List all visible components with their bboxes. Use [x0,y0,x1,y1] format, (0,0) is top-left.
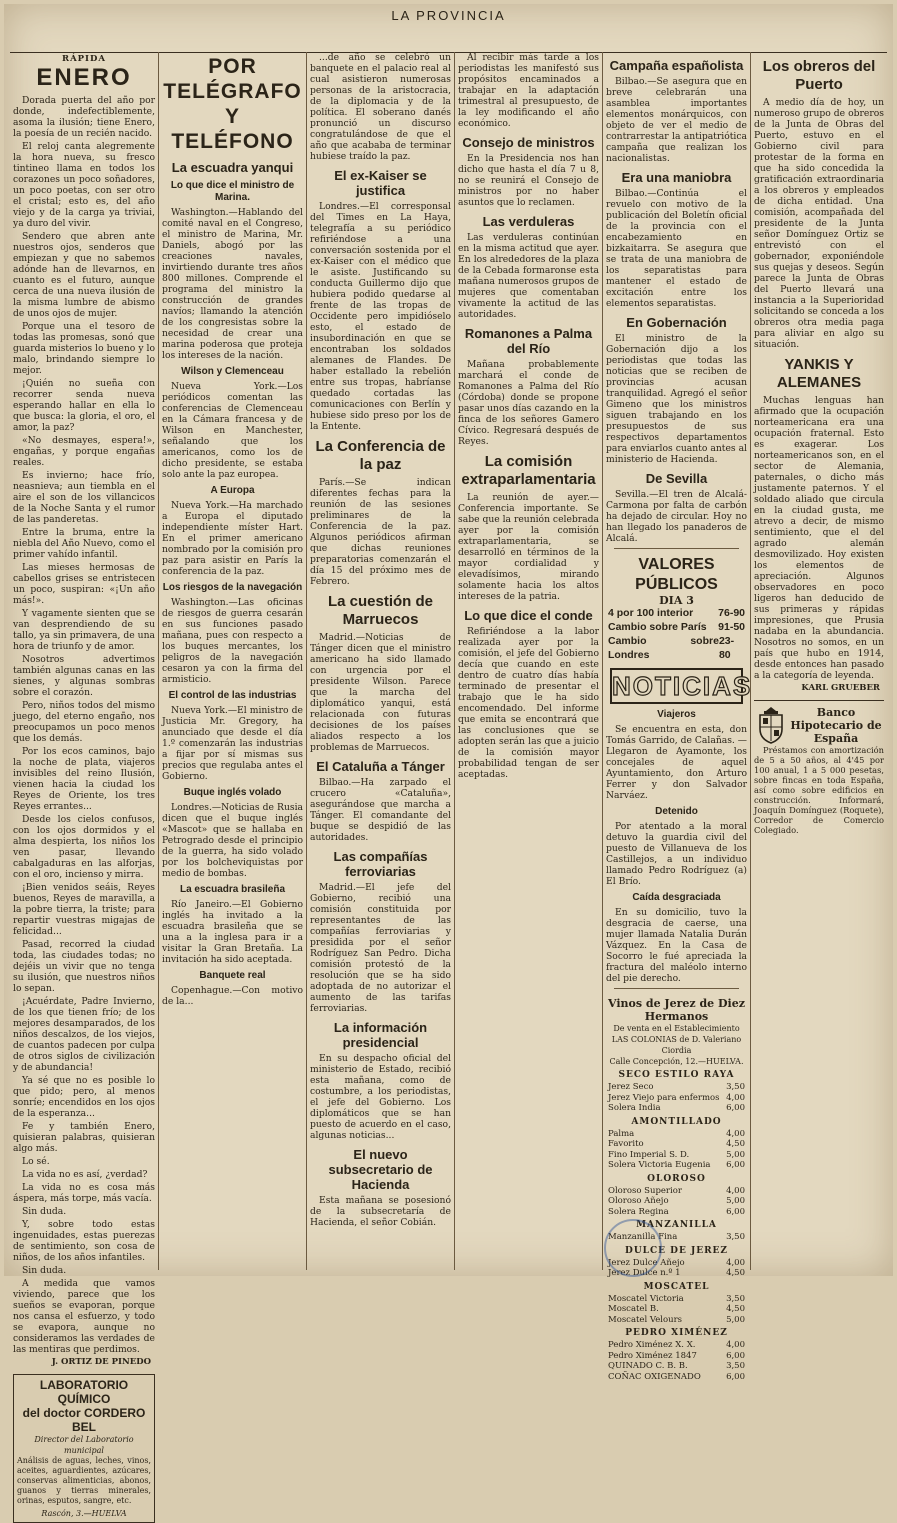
wine-price: 4,00 [726,1257,745,1268]
section-text: En la Presidencia nos han dicho que hasta el día 7 u 8, no se reunirá el Consejo de ministros por no haber asuntos que lo reclamen. [458,153,599,208]
article-paragraph: Y vagamente sienten que se van desprendiendo de su tallo, ya sin primavera, de una hora de triunfo y de amor. [13,608,155,652]
noticia-title: Viajeros [657,709,696,720]
article-paragraph: La vida no es así, ¿verdad? [22,1169,148,1180]
divider [614,548,739,549]
noticia-title: Caída desgraciada [632,892,721,903]
section-title: Los riesgos de la navegación [162,582,303,593]
article-paragraph: Dorada puerta del año por donde, indefectiblemente, asoma la ilusión; tiene Enero, la poesía de un recién nacido. [13,95,155,139]
article-paragraph: Por los ecos caminos, bajo la noche de plata, viajeros invisibles del reino Ilusión, vienen hacia la ciudad los Reyes de Oriente, los tres Reyes errantes... [13,746,155,812]
wine-label: Jerez Seco [608,1082,654,1092]
coat-of-arms-icon [754,705,788,745]
wine-price: 5,00 [726,1314,745,1325]
ad-subtitle: del doctor CORDERO BEL [22,1406,146,1434]
noticia-text: En su domicilio, tuvo la desgracia de caerse, una mujer llamada Natalia Durán Vázquez. En la Casa de Socorro le fué apreciada la fractura del maléolo interno del pie derecho. [606,907,747,984]
wine-category: OLOROSO [647,1173,706,1184]
news-sections-3 [310,52,451,1228]
ad-line: Director del Laboratorio municipal [34,1435,134,1455]
valores-value: 76-90 [718,607,745,619]
wine-item [606,1082,747,1093]
section-title: En Gobernación [626,315,727,330]
wine-price: 6,00 [726,1350,745,1361]
article-paragraph: Fe y también Enero, quisieran palabras, quisieran algo más. [13,1121,155,1154]
article-paragraph: ¡Bien venidos seáis, Reyes buenos, Reyes de maravilla, a la pobre tierra, la triste; para repartir vuestras migajas de felicidad... [13,882,155,937]
ad-body: Análisis de aguas, leches, vinos, aceites, aguardientes, azúcares, conservas alimenticias, abonos, guanos y tierras minerales, orinas, esputos, sangre, etc. [17,1456,151,1505]
wine-price: 6,00 [726,1160,745,1170]
newspaper-page [4,4,893,1518]
valores-day: DIA 3 [659,594,694,607]
wine-price: 3,50 [726,1361,745,1371]
wine-label: Solera Regina [608,1206,669,1217]
wine-label: Moscatel Velours [608,1314,683,1325]
bank-header [754,705,884,745]
wine-ad-address: Calle Concepción, 12.—HUELVA. [609,1057,744,1066]
article-paragraph: Entre la bruma, entre la niebla del Año Nuevo, como el primer vahído infantil. [13,527,155,560]
section-text: ...de año se celebró un banquete en el palacio real al cual asistieron numerosas personas de la aristocracia, de la diplomacia y de la política. El soberano danés pronunció un discurso congratulándose de que el año que acababa de terminar hubiese traído la paz. [310,52,451,162]
section-title: YANKIS Y ALEMANES [776,356,862,391]
valores-value: 23-80 [718,635,735,661]
section-title: Era una maniobra [621,170,732,185]
paper-name: LA PROVINCIA [391,8,506,23]
wine-price: 4,50 [726,1268,745,1278]
noticia-text: Se encuentra en esta, don Tomás Garrido, de Calañas. —Llegaron de Ayamonte, los concejales de aquel Ayuntamiento, don Arturo Ferrer y don Salvador Narváez. [606,724,747,801]
wine-category: MANZANILLA [636,1220,717,1230]
wine-item [606,1139,747,1150]
wine-label: Moscatel B. [608,1304,659,1314]
wine-label: Jerez Viejo para enfermos [608,1092,720,1103]
section-title: El control de las industrias [168,690,297,701]
wine-label: Pedro Ximénez 1847 [608,1350,697,1361]
wine-item [606,1186,747,1197]
wine-label: QUINADO C. B. B. [608,1361,688,1371]
wine-price: 4,50 [726,1304,745,1314]
section-title: Los obreros del Puerto [762,58,876,93]
wine-label: Pedro Ximénez X. X. [608,1340,696,1350]
wine-category: SECO ESTILO RAYA [618,1070,735,1080]
section-title: Buque inglés volado [183,787,282,798]
wine-ad-title: Vinos de Jerez de Diez Hermanos [608,997,745,1023]
wine-price: 3,50 [726,1082,745,1092]
laboratory-ad [13,1374,155,1523]
wine-label: Jerez Dulce Añejo [608,1257,685,1268]
section-title: El ex-Kaiser se justifica [334,168,427,198]
section-title: Wilson y Clemenceau [181,366,284,377]
column-5 [602,52,753,1382]
section-subtitle: Lo que dice el ministro de Marina. [170,180,295,203]
wine-price: 5,00 [726,1196,745,1206]
telegraph-header [162,54,303,154]
bank-ad [754,700,884,835]
section-title: A Europa [210,485,255,496]
wine-item [606,1160,747,1171]
wine-label: Favorito [608,1139,644,1149]
section-text: Nueva York.—Los periódicos comentan las conferencias de Clemenceau en la Cámara francesa y de Wilson en Manchester, señalando que los americanos, como los de dicho presidente, se estaba solo ante la paz europea. [162,381,303,480]
article-paragraph: «No desmayes, espera!», engañas, y porque engañas reales. [13,435,155,468]
wine-label: Solera Victoria Eugenia [608,1160,711,1170]
wine-label: Solera India [608,1103,661,1113]
section-text: Nueva York.—Ha marchado a Europa el diputado independiente míster Hart. En el primer americano nombrado por la comisión pro paz para asistir en París la conferencia de la paz. [162,500,303,577]
divider [614,988,739,989]
section-text: Refiriéndose a la labor realizada ayer por la comisión, el jefe del Gobierno decía que cuando en este dentro de cuatro días había terminado de presentar el trabajo que le ha sido encomendado. Del informe que emita se encontrará que las conclusiones que se adopten serán las que a juicio de la comisión mayor probabilidad tengan de ser aceptadas. [458,626,599,780]
wine-item [606,1196,747,1207]
wine-label: Palma [608,1128,635,1139]
article-paragraph: ¡Quién no sueña con recorrer senda nueva esperando hallar en ella lo que busca: la gloria, el oro, el amor, la paz? [13,378,155,433]
section-text: Londres.—Noticias de Rusia dicen que el buque inglés «Mascot» que se hallaba en Petrogrado desde el principio de la guerra, ha sido volado por los bolcheviquistas por medio de bombas. [162,802,303,879]
section-text: Madrid.—El jefe del Gobierno, recibió una comisión constituida por representantes de las compañías ferroviarias y presidida por el señor Rodríguez San Pedro. Dicha comisión protestó de la resolución que se ha sido adoptada de no autorizar el aumento de las tarifas ferroviarias. [310,882,451,1014]
section-title: Campaña españolista [609,58,744,73]
section-text: La reunión de ayer.—Conferencia importante. Se sabe que la reunión celebrada ayer por la comisión extraparlamentaria, se desarrolló en términos de la mayor cordialidad y elevadísimos, mirando solamente hacia los altos intereses de la patria. [458,492,599,602]
wine-price: 4,00 [726,1340,745,1350]
wine-label: Jerez Dulce n.º 1 [608,1268,681,1278]
column-3 [306,52,454,1270]
section-text: París.—Se indican diferentes fechas para la reunión de las sesiones preliminares de la Conferencia de la paz. Algunos periódicos afirman que dichas reuniones preparatorias comenzarán el día 15 del próximo mes de Febrero. [310,477,451,587]
wine-category: PEDRO XIMÉNEZ [625,1328,728,1338]
section-text: Bilbao.—Ha zarpado el crucero «Cataluña», asegurándose que marcha a Tánger. El comandante del buque se despidió de las autoridades. [310,777,451,843]
section-text: Las verduleras continúan en la misma actitud que ayer. En los alrededores de la plaza de la Cebada formaronse esta mañana numerosos grupos de mujeres que comentaban vivamente la actitud de las autoridades. [458,232,599,320]
article-paragraph: ¡Acuérdate, Padre Invierno, de los que tienen frío; de los mejores desamparados, de los niños descalzos, de los viejos, de cuantos padecen por culpa de otros siglos de civilización y de abundancia! [13,996,155,1073]
section-title: Banquete real [199,970,266,981]
valores-value: 91-50 [718,621,745,633]
noticias-banner [610,668,753,704]
section-title: La escuadra brasileña [179,884,286,895]
section-kicker: RÁPIDA [62,54,106,64]
bank-name: Banco Hipotecario de España [790,705,882,745]
article-paragraph: Desde los cielos confusos, con los ojos dormidos y el alma despierta, los niños los ven pasar, llevando cabalgaduras en las alforjas, con el oro, incienso y mirra. [13,814,155,880]
section-text: Bilbao.—Continúa el revuelo con motivo de la publicación del Boletín oficial de la provincia con el encabezamiento en bizkaitarra. Se asegura que se trata de una maniobra de los separatistas para mantener el estado de excitación entre los elementos separatistas. [606,188,747,309]
noticia-title: Detenido [655,806,698,817]
section-text: Londres.—El corresponsal del Times en La Haya, telegrafía a su periódico refiriéndose a una conversación sostenida por el ex-Kaiser con el médico que le asiste. Justificando su conducta Guillermo dijo que hubiera podido quedarse al frente de las tropas de Occidente pero impidióselo esto, el estado de insubordinación en que se encontraban los soldados alemanes de Flandes. De haber estallado la rebelión entre sus tropas, habríanse quedado cortadas las comunicaciones con Berlín y hubiese sido preso por los de la Entente. [310,201,451,432]
article-paragraph: Las mieses hermosas de cabellos grises se entristecen un poco, suspiran: «¡Un año más!». [13,562,155,606]
valores-row [606,620,747,634]
article-paragraph: Y, sobre todo estas ingenuidades, estas puerezas de sentimiento, son cosa de niños, de los años infantiles. [13,1219,155,1263]
wine-price: 5,00 [726,1149,745,1160]
article-paragraph: Nosotros advertimos también algunas canas en las sienes, y algunas sombras sobre el corazón. [13,654,155,698]
wine-item [606,1340,747,1351]
column-4 [454,52,602,1270]
wine-label: Oloroso Añejo [608,1196,669,1206]
wine-item [606,1315,747,1326]
section-title: Las verduleras [482,214,575,229]
noticia-text: Por atentado a la moral detuvo la guardia civil del puesto de Villanueva de los Castillejos, a un individuo llamado Pedro Rodríguez (a) El Brío. [606,821,747,887]
article-paragraph: Sendero que abren ante nuestros ojos, senderos que empiezan y que no sabemos adónde han de llevarnos, en cuanto es el futuro, aunque cerca de una nueva ilusión de la misma lumbre de abismo de unos ojos de mujer. [13,231,155,319]
section-text: Bilbao.—Se asegura que en breve celebrarán una asamblea importantes elementos monárquicos, con objeto de ver el medio de contrarrestar la antipatriótica campaña que realizan los nacionalistas. [606,76,747,164]
section-text: Sevilla.—El tren de Alcalá-Carmona por falta de carbón ha dejado de circular. Hoy no han llegado los panaderos de Alcalá. [606,489,747,544]
section-title: De Sevilla [645,471,708,486]
wine-price: 4,00 [726,1185,745,1196]
article-paragraph: Porque una el tesoro de todas las promesas, sonó que guarda misterios lo bueno y lo malo, brindando siempre lo mejor. [13,321,155,376]
section-title: El nuevo subsecretario de Hacienda [328,1147,433,1192]
section-text: Mañana probablemente marchará el conde de Romanones a Palma del Río (Córdoba) donde se propone pasar unos días cazando en la finca de los señores Gamero Cívico. Regresará después de Reyes. [458,359,599,447]
section-title: Lo que dice el conde [464,608,593,623]
news-sections-4 [458,52,599,780]
valores-row [606,634,747,662]
valores-label: 4 por 100 interior [608,607,694,619]
wine-item [606,1093,747,1104]
section-title: La información presidencial [333,1020,428,1050]
wine-label: Oloroso Superior [608,1185,682,1196]
valores-row [606,606,747,620]
section-text: En su despacho oficial del ministerio de Estado, recibió esta mañana, como de costumbre, a los periodistas, el jefe del Gobierno. Los diplomáticos que se han puesto de acuerdo en el caso, algunas noticias... [310,1053,451,1141]
column-6 [750,52,887,1270]
wine-item [606,1129,747,1140]
section-title: La escuadra yanqui [171,160,294,175]
wine-ad-subtitle: De venta en el Establecimiento LAS COLONIAS de D. Valeriano Ciordia [611,1024,742,1055]
wine-item [606,1207,747,1218]
valores-label: Cambio sobre París [608,621,707,633]
telegraph-sections [162,160,303,1007]
section-text: Washington.—Las oficinas de riesgos de guerra cesarán en sus funciones pasado mañana, pues con respecto a los buques mercantes, los peligros de la navegación cesaron ya con la firma del armisticio. [162,597,303,685]
section-title: El Cataluña a Tánger [316,759,445,774]
section-text: Esta mañana se posesionó de la subsecretaría de Hacienda, el señor Cobián. [310,1195,451,1228]
article-paragraph: Pasad, recorred la ciudad toda, las ciudades todas; no dejéis un vivir que no tenga su ilusión, que nuestros niños lo sepan. [13,939,155,994]
news-sections-6 [754,58,884,681]
section-text: El ministro de la Gobernación dijo a los periodistas que todas las noticias que se reciben de provincias acusan tranquilidad. Agregó el señor Gimeno que los ministros siguen trabajando en los presupuestos de sus respectivos departamentos para enviarlos cuanto antes al ministerio de Hacienda. [606,333,747,465]
article-paragraph: La vida no es cosa más áspera, más torpe, más vacía. [13,1182,155,1204]
wine-price: 4,00 [726,1092,745,1103]
section-text: A medio día de hoy, un numeroso grupo de obreros de la Junta de Obras del Puerto, estuvo en el Gobierno civil para protestar de la forma en que ha sido concedida la gratificación extraordinaria a los obreros y empleados de dicha entidad. Una comisión, acompañada del presidente de la Junta señor Domínguez Ortiz se entrevistó con el gobernador, exponiéndole sus quejas y deseos. Según parece la Junta de Obras del Puerto llevará una instancia a la Superioridad solicitando se conceda a los obreros otra media paga para aliviar en algo su situación. [754,97,884,350]
news-sections-5 [606,58,747,544]
article-signature: KARL GRUEBER [801,683,880,693]
section-text: Al recibir más tarde a los periodistas les manifestó sus propósitos encaminados a trabajar en la adaptación trimestral al presupuesto, de la ley modificando el año económico. [458,52,599,129]
noticias-sections [606,709,747,984]
wine-label: Moscatel Victoria [608,1293,684,1304]
wine-item [606,1150,747,1161]
article-title-enero: ENERO [36,64,132,91]
article-paragraph: Es invierno; hace frío, neasnieva; aun tiembla en el aire el son de los villancicos de la Noche Santa y el rumor de las panderetas. [13,470,155,525]
wine-category: DULCE DE JEREZ [625,1245,728,1256]
wine-price: 4,50 [726,1139,745,1149]
wine-price: 3,50 [726,1232,745,1242]
wine-price: 6,00 [726,1371,745,1382]
wine-price: 3,50 [726,1293,745,1304]
article-paragraph: A medida que vamos viviendo, parece que los sueños se evaporan, porque nos cansa el esfuerzo, y todo se evapora, aunque no consideramos las verdades de las mentiras que perdimos. [13,1278,155,1355]
noticias-title: NOTICIAS [612,671,753,701]
section-text: Madrid.—Noticias de Tánger dicen que el ministro americano ha sido llamado con urgencia por el presidente Wilson. Parece que la marcha del diplomático yanqui, está relacionada con futuras decisiones de los países aliados respecto a los problemas de Marruecos. [310,632,451,753]
columns [10,52,887,1518]
section-text: Copenhague.—Con motivo de la... [162,985,303,1007]
ad-address: Rascón, 3.—HUELVA [41,1509,127,1518]
section-title: La comisión extraparlamentaria [461,453,596,488]
section-title: La cuestión de Marruecos [327,593,434,628]
wine-item [606,1361,747,1372]
section-text: Muchas lenguas han afirmado que la ocupación norteamericana era una ocupación fraternal. Esto es exagerar. Los norteamericanos son, en el sector de Alemania, paternales, o dicho más justamente paternos. Y el soldado aliado que circula en la ciudad gusta, me atrevo a decir, de mismo sentimiento, que el del agrado alemán desmovilizado. Hoy existen los elementos de apreciación. Algunos observadores en poco ligeros han deducido de sus primeras y rápidas impresiones, que Prusia nadaba en la abundancia. Nosotros no somos, en un país que hubo en 1914, desde entonces han pasado a la categoría de leyenda. [754,395,884,681]
article-paragraph: Sin duda. [22,1206,67,1217]
wine-price: 6,00 [726,1206,745,1217]
library-stamp-icon [604,1219,662,1277]
article-paragraph: Sin duda. [22,1265,67,1276]
wine-category: AMONTILLADO [631,1116,722,1127]
wine-item [606,1294,747,1305]
valores-title: VALORES PÚBLICOS [635,556,718,593]
wine-item [606,1103,747,1114]
valores-table [606,606,747,662]
wine-price: 4,00 [726,1128,745,1139]
column-2 [158,52,306,1270]
section-text: Washington.—Hablando del comité naval en el Congreso, el ministro de Marina, Mr. Daniels, abogó por las creaciones navales, invirtiendo durante tres años 800 millones. Comprende el programa del ministro la construcción de grandes navíos; llamando la atención de los congresistas sobre la necesidad de crear una marina poderosa que proteja los intereses de la nación. [162,207,303,361]
article-paragraph: Lo sé. [22,1156,50,1167]
wine-label: Manzanilla Fina [608,1232,678,1242]
telegraph-header-line2: Y TELÉFONO [171,105,294,153]
ad-title: LABORATORIO QUÍMICO [39,1378,129,1406]
article-paragraph: Ya sé que no es posible lo que pido; pero, al menos sonríe; encendidos en los ojos de la esperanza... [13,1075,155,1119]
article-paragraph: Pero, niños todos del mismo juego, del eterno engaño, nos preocupamos un poco menos que los demás. [13,700,155,744]
section-text: Nueva York.—El ministro de Justicia Mr. Gregory, ha anunciado que desde el día 1.º comenzarán las industrias a fijar por sí mismas sus precios que regulaba antes el Gobierno. [162,705,303,782]
article-signature: J. ORTIZ DE PINEDO [51,1357,151,1367]
section-title: Las compañías ferroviarias [333,849,428,879]
column-1 [10,52,158,1518]
wine-price: 6,00 [726,1103,745,1113]
masthead [4,8,893,48]
wine-label: Fino Imperial S. D. [608,1149,690,1160]
valores-label: Cambio sobre Londres [608,635,719,661]
section-text: Río Janeiro.—El Gobierno inglés ha invitado a la escuadra brasileña que se una a la inglesa para ir a visitar la Gran Bretaña. La invitación ha sido aceptada. [162,899,303,965]
wine-category: MOSCATEL [643,1281,710,1292]
wine-item [606,1304,747,1315]
article-paragraph: El reloj canta alegremente la hora nueva, su fresco tintineo llama en todos los corazones un poco soñadores, un poco poetas, con ser otro el cristal; esto es, del año viejo y de la carga ya triviai, ya duro del vivir. [13,141,155,229]
section-title: Consejo de ministros [462,135,595,150]
section-title: Romanones a Palma del Río [464,326,593,356]
wine-item [606,1372,747,1383]
wine-label: COÑAC OXIGENADO [608,1371,701,1382]
bank-body: Préstamos con amortización de 5 a 50 años, al 4'45 por 100 anual, 1 a 5 000 pesetas, sobre fincas en toda España, así como sobre edificios en construcción. Informará, Joaquín Domínguez (Roquete), Corredor de Comercio Colegiado. [754,745,884,835]
article-body-enero [13,95,155,1355]
wine-item [606,1351,747,1362]
section-title: La Conferencia de la paz [315,438,446,473]
telegraph-header-line1: POR TELÉGRAFO [163,55,302,103]
